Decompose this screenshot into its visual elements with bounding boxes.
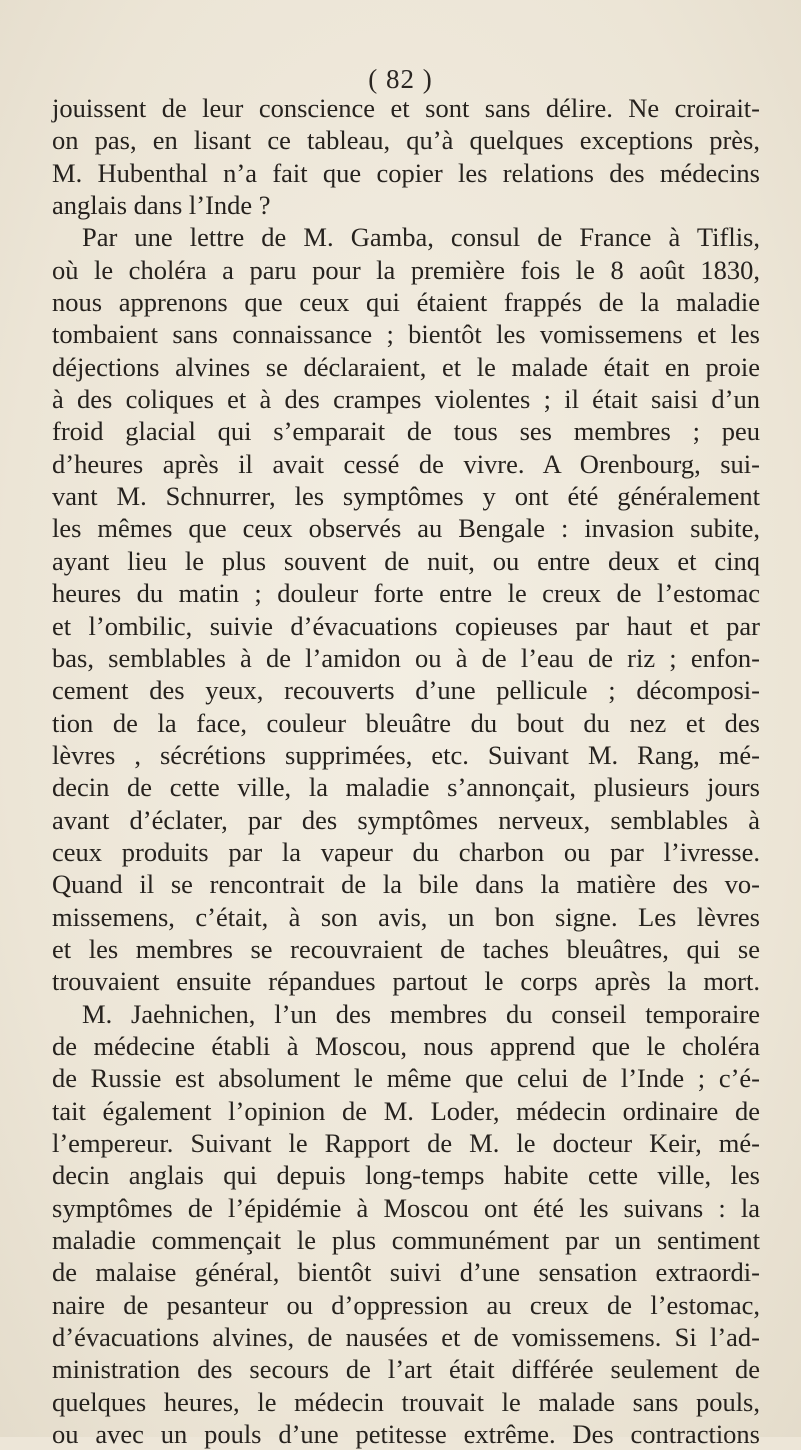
text-line: M. Hubenthal n’a fait que copier les relations des médecins [52,157,760,188]
text-line: naire de pesanteur ou d’oppression au creux de l’estomac, [52,1289,760,1320]
text-line: maladie commençait le plus communément par un sentiment [52,1225,760,1256]
text-line: froid glacial qui s’emparait de tous ses membres ; peu [52,416,760,447]
text-line: d’heures après il avait cessé de vivre. A Orenbourg, sui- [52,448,760,479]
text-line: ou avec un pouls d’une petitesse extrême. Des contractions [52,1419,760,1450]
text-line: et les membres se recouvraient de taches bleuâtres, qui se [52,933,760,964]
text-line: lèvres , sécrétions supprimées, etc. Suivant M. Rang, mé- [52,739,760,770]
text-line: trouvaient ensuite répandues partout le corps après la mort. [52,966,760,997]
text-line: à des coliques et à des crampes violentes ; il était saisi d’un [52,384,760,415]
body-text [52,92,760,1450]
text-line: symptômes de l’épidémie à Moscou ont été les suivans : la [52,1192,760,1223]
text-line: ayant lieu le plus souvent de nuit, ou entre deux et cinq [52,545,760,576]
text-line: quelques heures, le médecin trouvait le malade sans pouls, [52,1386,760,1417]
text-line: jouissent de leur conscience et sont sans délire. Ne croirait- [52,93,760,123]
text-line: tion de la face, couleur bleuâtre du bout du nez et des [52,707,760,738]
text-line: et l’ombilic, suivie d’évacuations copieuses par haut et par [52,610,760,641]
text-line: où le choléra a paru pour la première fois le 8 août 1830, [52,254,760,285]
text-line: les mêmes que ceux observés au Bengale : invasion subite, [52,513,760,544]
text-line: nous apprenons que ceux qui étaient frappés de la maladie [52,287,760,318]
text-line: heures du matin ; douleur forte entre le creux de l’estomac [52,578,760,609]
text-line: anglais dans l’Inde ? [52,190,271,221]
page-number: ( 82 ) [368,64,433,94]
text-line: déjections alvines se déclaraient, et le malade était en proie [52,351,760,382]
text-line: l’empereur. Suivant le Rapport de M. le docteur Keir, mé- [52,1128,760,1158]
text-line: bas, semblables à de l’amidon ou à de l’eau de riz ; enfon- [52,642,760,673]
text-line: Par une lettre de M. Gamba, consul de France à Tiflis, [82,222,760,253]
text-line: missemens, c’était, à son avis, un bon signe. Les lèvres [52,901,760,932]
text-line: on pas, en lisant ce tableau, qu’à quelques exceptions près, [52,125,760,156]
text-line: tait également l’opinion de M. Loder, médecin ordinaire de [52,1095,760,1126]
text-line: tombaient sans connaissance ; bientôt les vomissemens et les [52,319,760,350]
text-line: d’évacuations alvines, de nausées et de vomissemens. Si l’ad- [52,1322,760,1353]
text-line: Quand il se rencontrait de la bile dans la matière des vo- [52,869,760,900]
text-line: ceux produits par la vapeur du charbon ou par l’ivresse. [52,836,760,867]
text-line: M. Jaehnichen, l’un des membres du conseil temporaire [82,998,760,1029]
text-line: vant M. Schnurrer, les symptômes y ont été généralement [52,481,760,512]
text-line: de malaise général, bientôt suivi d’une sensation extraordi- [52,1257,760,1288]
text-line: decin de cette ville, la maladie s’annonçait, plusieurs jours [52,772,760,803]
text-line: cement des yeux, recouverts d’une pellicule ; décomposi- [52,675,760,706]
text-line: avant d’éclater, par des symptômes nerveux, semblables à [52,804,760,835]
text-line: ministration des secours de l’art était différée seulement de [52,1354,760,1385]
text-line: de Russie est absolument le même que celui de l’Inde ; c’é- [52,1063,760,1094]
text-line: decin anglais qui depuis long-temps habite cette ville, les [52,1160,760,1191]
text-line: de médecine établi à Moscou, nous apprend que le choléra [52,1030,760,1061]
